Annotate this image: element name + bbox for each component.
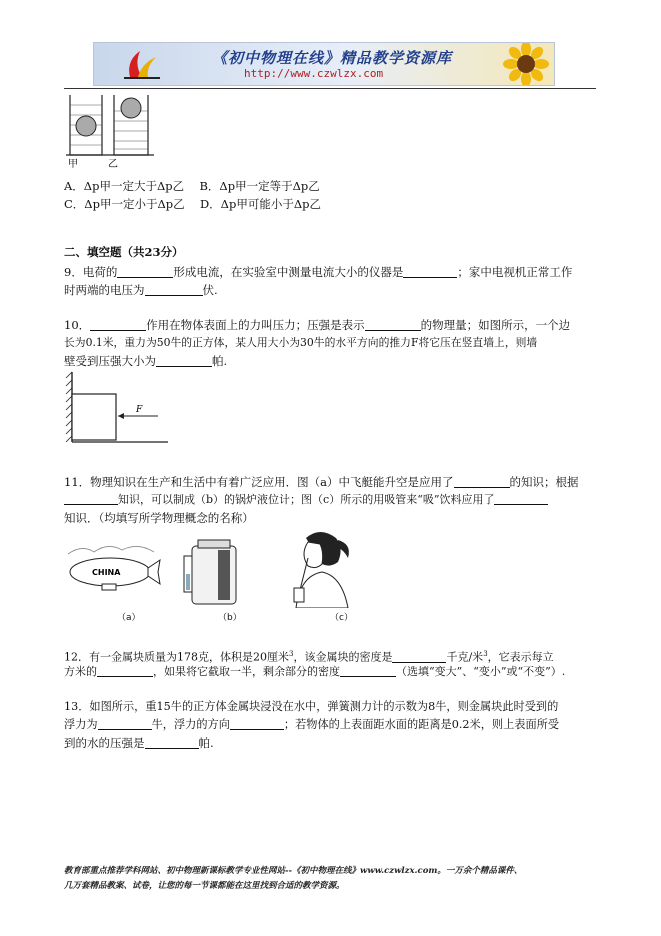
q13-line-3 [64,733,214,753]
q13-text-6: 帕. [198,736,214,750]
q12-sup-2: 3 [483,650,488,658]
q13-text-2: 浮力为 [64,718,98,731]
q12-text-5: 方米的 [64,665,97,678]
q9-line-1 [64,262,572,282]
ball-b [121,98,141,118]
airship-text: CHINA [92,568,121,577]
q11-blank-2[interactable] [64,491,118,505]
q12-text-6: ，如果将它截取一半，剩余部分的密度 [153,665,340,678]
q10-text-6: 帕. [212,354,228,368]
beaker-label-a: 甲 [68,159,78,169]
cube [72,394,116,440]
q10-blank-1[interactable] [90,317,146,331]
footer-line-1: 教育部重点推荐学科网站、初中物理新课标教学专业性网站--《初中物理在线》www.czwlzx.com。一万余个精品课件、 [64,866,523,876]
q13-text-5: 到的水的压强是 [64,736,145,750]
q11-line-1 [64,472,579,492]
q8-option-b: B．Δp甲一定等于Δp乙 [199,179,320,193]
q13-line-1: 13．如图所示，重15牛的正方体金属块浸没在水中，弹簧测力计的示数为8牛，则金属块此时受到的 [64,700,559,713]
boiler-figure [182,536,248,608]
q12-line-2 [64,662,565,682]
header-url[interactable]: http://www.czwlzx.com [244,67,384,80]
q12-text-1: 12．有一金属块质量为178克，体积是20厘米 [64,650,289,664]
airship-figure [64,538,164,602]
q10-line-3 [64,351,227,371]
q12-text-7: （选填“变大”、“变小”或“不变”）. [396,665,566,678]
footer-line-2: 几万套精品教案、试卷，让您的每一节课都能在这里找到合适的教学资源。 [64,881,345,891]
q9-text-5: 伏. [202,283,218,297]
q10-blank-3[interactable] [156,353,212,367]
q12-blank-2[interactable] [97,663,153,677]
q13-text-3: 牛，浮力的方向 [151,718,230,731]
q11-blank-1[interactable] [454,474,510,488]
q12-sup-1: 3 [289,650,294,658]
wall-figure [64,370,174,450]
q11-blank-3[interactable] [494,491,548,505]
q8-option-row-2 [64,194,321,214]
q12-text-4: ，它表示每立 [487,650,554,664]
header-title: 《初中物理在线》精品教学资源库 [212,49,453,67]
q10-text-2: 作用在物体表面上的力叫压力；压强是表示 [146,318,365,332]
q8-option-d: D．Δp甲可能小于Δp乙 [199,197,322,211]
q9-text-3: ；家中电视机正常工作 [457,265,573,279]
header-banner [93,42,555,86]
ball-a [76,116,96,136]
q13-blank-1[interactable] [98,716,152,730]
caption-b: （b） [218,613,242,623]
q12-blank-1[interactable] [392,649,446,663]
force-label: F [136,405,143,415]
q10-text-5: 壁受到压强大小为 [64,354,156,368]
q8-option-c: C．Δp甲一定小于Δp乙 [64,197,185,211]
q10-line-2: 长为0.1米，重力为50牛的正方体，某人用大小为30牛的水平方向的推力F将它压在竖直墙上，则墙 [64,336,538,349]
beakers-figure [64,93,164,169]
q10-text-3: 的物理量；如图所示，一个边 [420,318,571,332]
q11-line-3: 知识．（均填写所学物理概念的名称） [64,511,254,525]
q12-text-3: 千克/米 [446,650,484,664]
girl-drinking-figure [286,528,358,608]
sunflower-icon [499,43,553,85]
q9-text-2: 形成电流，在实验室中测量电流大小的仪器是 [173,265,404,279]
q10-blank-2[interactable] [365,317,421,331]
q8-option-a: A．Δp甲一定大于Δp乙 [64,179,185,193]
header-divider [64,88,596,89]
q9-text-1: 9．电荷的 [64,265,118,279]
q8-option-row-1 [64,176,320,196]
q12-blank-3[interactable] [340,663,396,677]
q12-text-2: ，该金属块的密度是 [293,650,393,664]
q9-blank-2[interactable] [403,264,457,278]
q9-text-4: 时两端的电压为 [64,283,145,297]
q10-line-1 [64,315,570,335]
q9-blank-1[interactable] [117,264,173,278]
q13-text-4: ；若物体的上表面距水面的距离是0.2米，则上表面所受 [283,718,560,731]
q11-text-2: 的知识；根据 [509,475,579,489]
q11-text-1: 11．物理知识在生产和生活中有着广泛应用．图（a）中飞艇能升空是应用了 [64,475,454,489]
q11-text-3: 知识，可以制成（b）的锅炉液位计；图（c）所示的用吸管来“吸”饮料应用了 [118,493,495,506]
beaker-label-b: 乙 [108,159,118,169]
site-logo-icon [122,47,162,81]
q13-blank-2[interactable] [230,716,284,730]
caption-a: （a） [117,613,141,623]
q11-line-2 [64,490,548,510]
q9-blank-3[interactable] [145,282,203,296]
q13-line-2 [64,715,559,735]
q10-text-1: 10． [64,318,91,332]
section-heading: 二、填空题（共23分） [64,245,184,259]
q9-line-2 [64,280,218,300]
q13-blank-3[interactable] [145,735,199,749]
caption-c: （c） [330,613,353,623]
